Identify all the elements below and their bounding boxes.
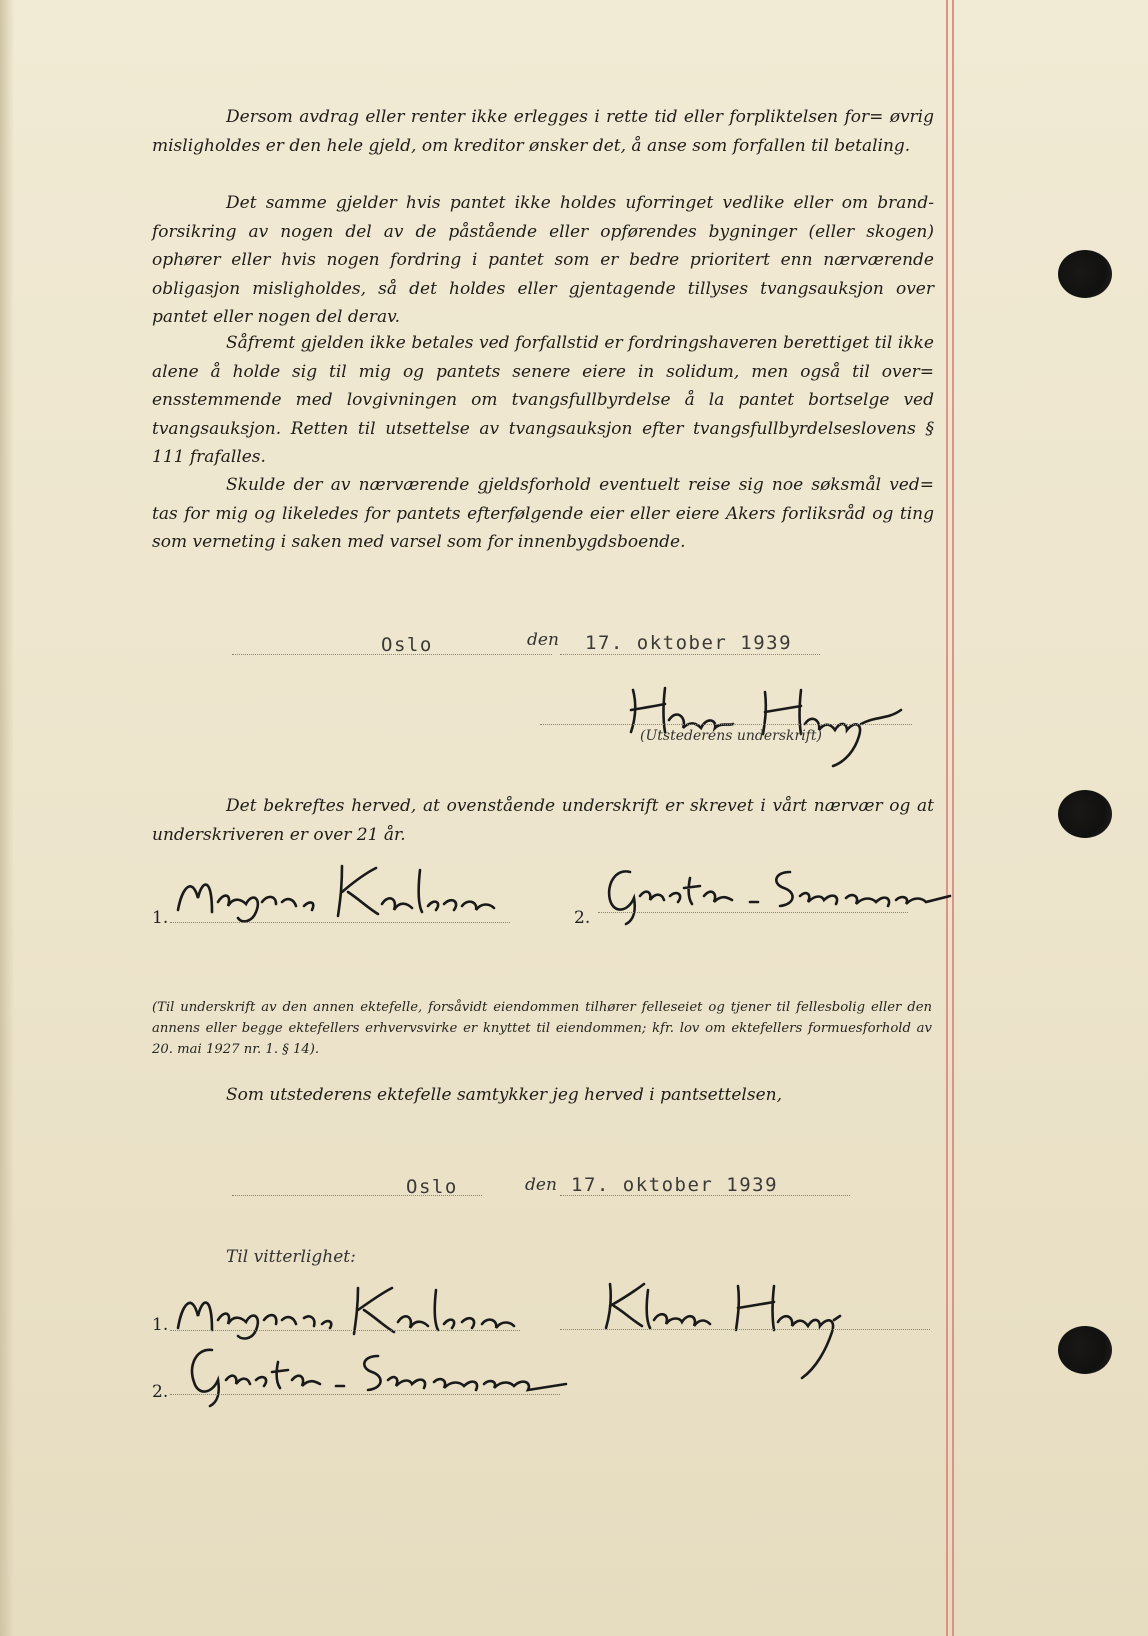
paragraph-line: ophører eller hvis nogen fordring i pantet som er bedre prioritert enn nærværende xyxy=(152,250,934,271)
issuer-signature-drawing xyxy=(625,680,915,770)
witness-final-2-signature-drawing xyxy=(186,1340,586,1410)
witness-final-1-signature xyxy=(172,1282,532,1342)
witness-2-line xyxy=(598,912,908,913)
paragraph-line: ikke alene å holde sig til mig og pantets senere eiere in solidum, men også til over= xyxy=(152,333,934,382)
witness-final-2-number: 2. xyxy=(152,1382,169,1402)
issuer-signature xyxy=(625,680,915,770)
punch-hole-bottom xyxy=(1058,1326,1112,1374)
paragraph-line: obligasjon misligholdes, så det holdes eller gjentagende tillyses tvangsauksjon over xyxy=(152,278,934,299)
til-vitterlighet-label: Til vitterlighet: xyxy=(226,1247,356,1267)
margin-rule-left xyxy=(946,0,948,1636)
paragraph-line: Dersom avdrag eller renter ikke erlegges i rette tid eller forpliktelsen for= xyxy=(226,107,884,127)
paragraph-default-clause xyxy=(152,103,934,160)
date-2: 17. oktober 1939 xyxy=(571,1174,779,1196)
paragraph-line: til betaling. xyxy=(811,135,911,156)
paragraph-line: tas for mig og likeledes for pantets efterfølgende eier eller eiere Akers forliksråd og xyxy=(152,503,894,524)
paragraph-line: ting som verneting i saken med varsel som for innenbygdsboende. xyxy=(152,503,934,553)
paragraph-line: tvangsauksjon. Retten til utsettelse av tvangsauksjon efter tvangsfullbyrdelseslovens xyxy=(152,418,916,439)
place-1: Oslo xyxy=(381,634,433,656)
witness-2-number: 2. xyxy=(574,908,591,928)
paragraph-maintenance-clause xyxy=(152,189,934,332)
date-1: 17. oktober 1939 xyxy=(585,632,793,654)
spouse-consent-text: Som utstederens ektefelle samtykker jeg herved i pantsettelsen, xyxy=(226,1085,782,1105)
punch-hole-middle xyxy=(1058,790,1112,838)
spouse-consent xyxy=(226,1081,926,1110)
paragraph-line: forsikring av nogen del av de påstående eller opførendes bygninger (eller skogen) xyxy=(152,221,934,242)
witness-final-1-number: 1. xyxy=(152,1315,169,1335)
paragraph-line: ensstemmende med lovgivningen om tvangsfullbyrdelse å la pantet bortselge ved xyxy=(152,390,934,411)
witness-1-number: 1. xyxy=(152,908,169,928)
issuer-signature-caption: (Utstederens underskrift) xyxy=(640,728,822,744)
witness-1-signature-drawing xyxy=(172,858,512,928)
spouse-signature xyxy=(590,1276,890,1386)
punch-hole-top xyxy=(1058,250,1112,298)
den-label-1: den xyxy=(527,630,559,650)
witness-final-1-line xyxy=(170,1330,520,1331)
spouse-signature-line xyxy=(560,1329,930,1330)
paragraph-line: pantet eller nogen del derav. xyxy=(152,307,401,328)
witness-1-signature xyxy=(172,858,512,928)
place-2: Oslo xyxy=(406,1176,458,1198)
paragraph-venue-clause xyxy=(152,471,934,557)
witness-final-2-line xyxy=(170,1394,560,1395)
issuer-signature-line xyxy=(540,724,912,725)
spouse-signature-drawing xyxy=(590,1276,890,1386)
witness-2-signature-drawing xyxy=(600,858,970,928)
paragraph-enforcement-clause xyxy=(152,329,934,472)
witness-final-2-signature xyxy=(186,1340,586,1410)
paragraph-line: Det samme gjelder hvis pantet ikke holdes uforringet vedlike eller om brand- xyxy=(226,193,934,213)
paragraph-line: Skulde der av nærværende gjeldsforhold eventuelt reise sig noe søksmål ved= xyxy=(226,475,934,495)
margin-rule-right xyxy=(952,0,954,1636)
spouse-note: (Til underskrift av den annen ektefelle, forsåvidt eiendommen tilhører felleseiet og tjener til fellesbolig eller den annens eller begge ektefellers erhvervsvirke er knyttet til eiendommen; kfr. lov om ektefellers formuesforhold av 20. mai 1927 nr. 1. § 14). xyxy=(152,1000,932,1057)
page-edge-shadow xyxy=(0,0,14,1636)
statement-line: Det bekreftes herved, at ovenstående underskrift er skrevet i vårt nærvær og xyxy=(226,796,911,816)
witness-1-line xyxy=(170,922,510,923)
paragraph-line: § 111 frafalles. xyxy=(152,418,934,468)
den-label-2: den xyxy=(525,1175,557,1195)
date-line-1 xyxy=(560,654,820,655)
paragraph-line: Såfremt gjelden ikke betales ved forfallstid er fordringshaveren berettiget til xyxy=(226,333,893,353)
witness-2-signature xyxy=(600,858,970,928)
statement-line: at underskriveren er over 21 år. xyxy=(152,796,934,845)
witness-final-1-signature-drawing xyxy=(172,1282,532,1342)
witness-statement xyxy=(152,792,934,849)
paragraph-line: øvrig misligholdes er den hele gjeld, om kreditor ønsker det, å anse som forfallen xyxy=(152,107,935,156)
